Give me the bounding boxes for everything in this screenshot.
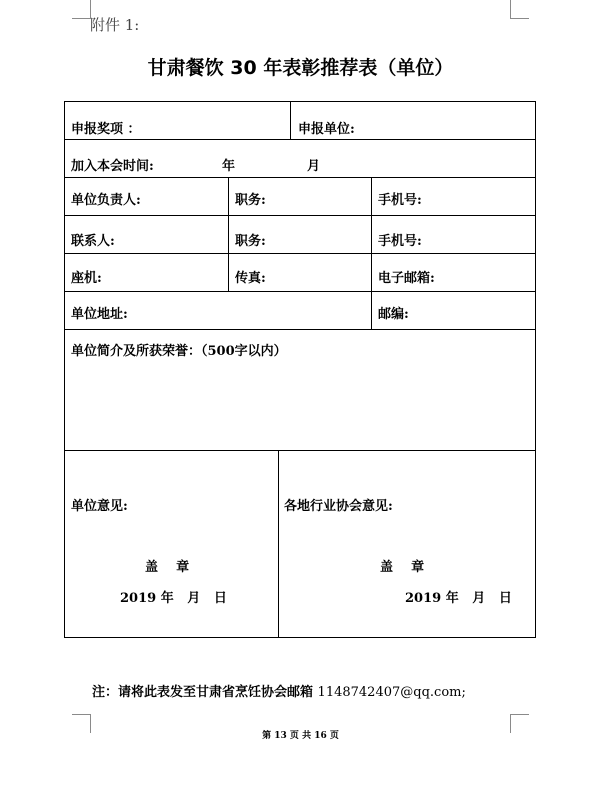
footer-note-email: 1148742407@qq.com;: [317, 685, 466, 700]
mobile-label: 手机号:: [378, 193, 422, 208]
intro-label: 单位简介及所获荣誉：（500字以内）: [71, 344, 287, 359]
row-divider: [65, 329, 535, 330]
award-label: 申报奖项 ：: [71, 122, 141, 137]
row-divider: [65, 215, 535, 216]
unit-opinion-label: 单位意见:: [71, 499, 128, 514]
attachment-label: 附件 1:: [90, 16, 140, 34]
date-label: 2019 年 月 日: [120, 591, 227, 606]
join-time-label: 加入本会时间:: [71, 159, 154, 174]
row-divider: [65, 450, 535, 451]
footer-note-text: 注：请将此表发至甘肃省烹饪协会邮箱: [92, 685, 314, 700]
month-label: 月: [307, 159, 321, 174]
landline-label: 座机:: [71, 271, 102, 286]
contact-label: 联系人:: [71, 234, 115, 249]
row-divider: [65, 177, 535, 178]
column-divider: [228, 177, 229, 291]
principal-label: 单位负责人:: [71, 193, 141, 208]
seal-label: 盖 章: [380, 560, 425, 575]
recommendation-form: [64, 101, 536, 638]
column-divider: [290, 102, 291, 139]
footer-note: [92, 681, 466, 700]
crop-mark-top-left: [72, 0, 91, 19]
address-label: 单位地址:: [71, 307, 128, 322]
mobile-label: 手机号:: [378, 234, 422, 249]
row-divider: [65, 139, 535, 140]
unit-label: 申报单位:: [298, 122, 355, 137]
association-opinion-label: 各地行业协会意见:: [284, 499, 393, 514]
date-label: 2019 年 月 日: [405, 591, 512, 606]
column-divider: [371, 177, 372, 329]
email-label: 电子邮箱:: [378, 271, 435, 286]
year-label: 年: [222, 159, 236, 174]
page-number: 第 13 页 共 16 页: [262, 731, 339, 741]
page-title: 甘肃餐饮 30 年表彰推荐表（单位）: [147, 57, 454, 79]
row-divider: [65, 291, 535, 292]
position-label: 职务:: [235, 234, 266, 249]
seal-label: 盖 章: [145, 560, 190, 575]
postcode-label: 邮编:: [378, 307, 409, 322]
row-divider: [65, 253, 535, 254]
crop-mark-top-right: [510, 0, 529, 19]
fax-label: 传真:: [235, 271, 266, 286]
column-divider: [278, 450, 279, 637]
position-label: 职务:: [235, 193, 266, 208]
